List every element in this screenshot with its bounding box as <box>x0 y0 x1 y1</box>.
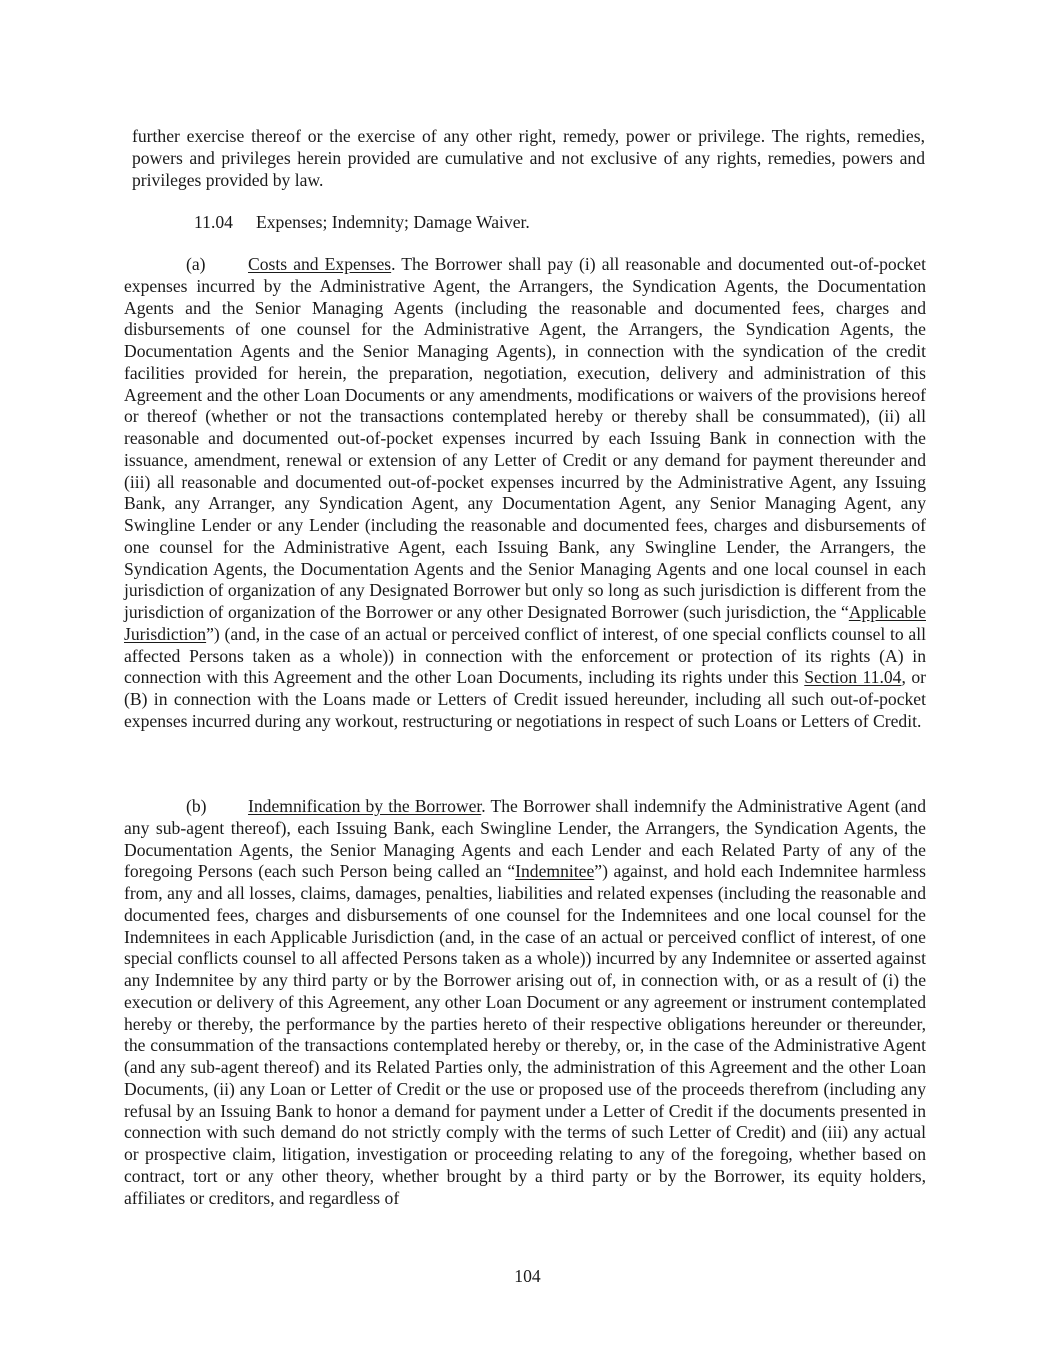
paragraph-a-heading: Costs and Expenses <box>248 254 392 274</box>
section-heading <box>194 212 794 234</box>
paragraph-b-text-2: ”) against, and hold each Indemnitee harmless from, any and all losses, claims, damages, penalties, liabilities and related expenses (including the reasonable and documented fees, charges and disbursements of one counsel for the Indemnitees and one local counsel for the Indemnitees in each Applicable Jurisdiction (and, in the case of an actual or perceived conflict of interest, of one special conflicts counsel to all affected Persons taken as a whole)) incurred by any Indemnitee or asserted against any Indemnitee by any third party or by the Borrower arising out of, in connection with, or as a result of (i) the execution or delivery of this Agreement, any other Loan Document or any agreement or instrument contemplated hereby or thereby, the performance by the parties hereto of their respective obligations hereunder or thereunder, the consummation of the transactions contemplated hereby or thereby, or, in the case of the Administrative Agent (and any sub-agent thereof) and its Related Parties only, the administration of this Agreement and the other Loan Documents, (ii) any Loan or Letter of Credit or the use or proposed use of the proceeds therefrom (including any refusal by an Issuing Bank to honor a demand for payment under a Letter of Credit if the documents presented in connection with such demand do not strictly comply with the terms of such Letter of Credit) and (iii) any actual or prospective claim, litigation, investigation or proceeding relating to any of the foregoing, whether based on contract, tort or any other theory, whether brought by a third party or by the Borrower, its equity holders, affiliates or creditors, and regardless of <box>124 861 926 1208</box>
defined-term-indemnitee: Indemnitee <box>515 861 595 882</box>
section-title: Expenses; Indemnity; Damage Waiver. <box>256 212 530 232</box>
page-number: 104 <box>514 1266 541 1286</box>
paragraph-a-heading-suffix: . <box>391 254 396 274</box>
paragraph-b-heading-suffix: . <box>481 796 486 816</box>
paragraph-a-text-3: , or (B) in connection with the Loans made or Letters of Credit issued hereunder, including all such out-of-pocket expenses incurred during any workout, restructuring or negotiations in respect of such Loans or Letters of Credit. <box>124 667 927 731</box>
section-reference: Section 11.04 <box>804 667 902 688</box>
paragraph-b-marker: (b) <box>186 796 207 816</box>
paragraph-b-heading: Indemnification by the Borrower <box>248 796 482 816</box>
paragraph-a-marker: (a) <box>186 254 206 274</box>
paragraph-a-text-2: ”) (and, in the case of an actual or perceived conflict of interest, of one special conflicts counsel to all affected Persons taken as a whole)) in connection with the enforcement or protection of its rights (A) in connection with this Agreement and the other Loan Documents, including its rights under this <box>124 623 926 688</box>
paragraph-b-text-1: The Borrower shall indemnify the Administrative Agent (and any sub-agent thereof), each Issuing Bank, each Swingline Lender, the Arrangers, the Syndication Agents, the Documentation Agents, the Senior Managing Agents and each Lender and each Related Party of any of the foregoing Persons (each such Person being called an “ <box>124 796 926 882</box>
continuation-paragraph: further exercise thereof or the exercise of any other right, remedy, power or privilege. The rights, remedies, powers and privileges herein provided are cumulative and not exclusive of any rights, remedies, powers and privileges provided by law. <box>132 126 925 190</box>
paragraph-b <box>124 796 926 1209</box>
paragraph-a-text-1: The Borrower shall pay (i) all reasonable and documented out-of-pocket expenses incurred by the Administrative Agent, the Arrangers, the Syndication Agents, the Documentation Agents and the Senior Managing Agents (including the reasonable and documented fees, charges and disbursements of one counsel for the Administrative Agent, the Arrangers, the Syndication Agents, the Documentation Agents and the Senior Managing Agents), in connection with the syndication of the credit facilities provided for herein, the preparation, negotiation, execution, delivery and administration of this Agreement and the other Loan Documents or any amendments, modifications or waivers of the provisions hereof or thereof (whether or not the transactions contemplated hereby or thereby shall be consummated), (ii) all reasonable and documented out-of-pocket expenses incurred by each Issuing Bank in connection with the issuance, amendment, renewal or extension of any Letter of Credit or any demand for payment thereunder and (iii) all reasonable and documented out-of-pocket expenses incurred by the Administrative Agent, any Issuing Bank, any Arranger, any Syndication Agent, any Documentation Agent, any Senior Managing Agent, any Swingline Lender or any Lender (including the reasonable and documented fees, charges and disbursements of one counsel for the Administrative Agent, each Issuing Bank, any Swingline Lender, the Arrangers, the Syndication Agents, the Documentation Agents and the Senior Managing Agents and one local counsel in each jurisdiction of organization of any Designated Borrower but only so long as such jurisdiction is different from the jurisdiction of organization of the Borrower or any other Designated Borrower (such jurisdiction, the “ <box>124 254 927 622</box>
section-number: 11.04 <box>194 212 233 232</box>
defined-term-applicable-jurisdiction: Applicable Jurisdiction <box>124 602 926 644</box>
paragraph-a <box>124 254 926 733</box>
